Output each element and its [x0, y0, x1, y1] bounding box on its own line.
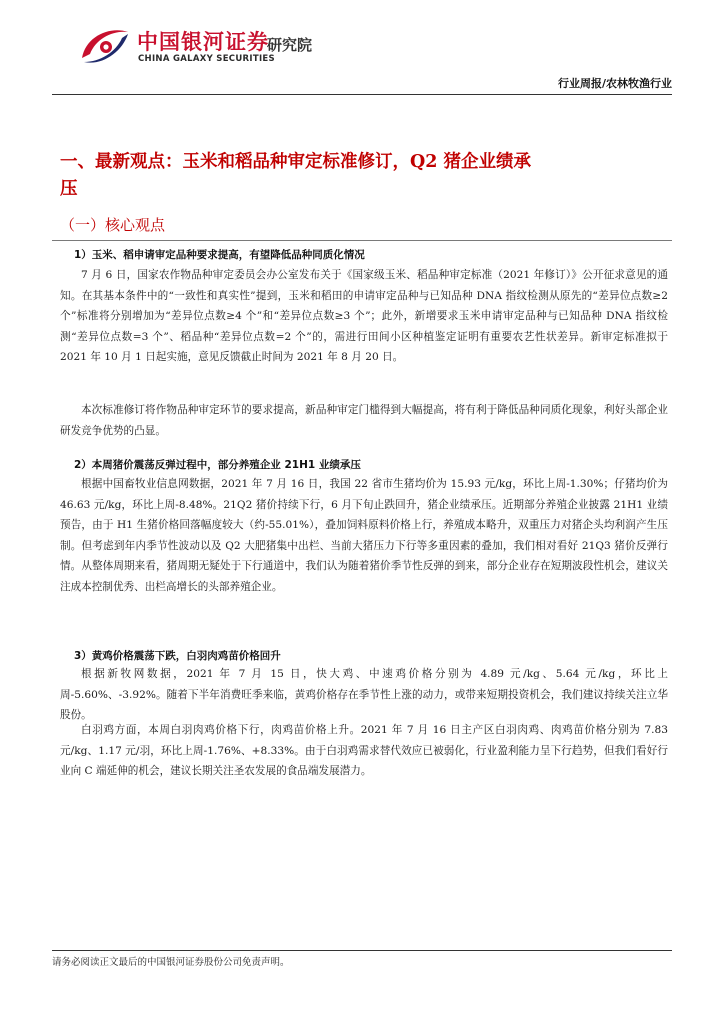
brand-name-cn: 中国银河证券 [137, 30, 269, 54]
body-paragraph: 根据中国畜牧业信息网数据，2021 年 7 月 16 日，我国 22 省市生猪均价为 15.93 元/kg，环比上周-1.30%；仔猪均价为 46.63 元/kg，环比上周-8.48%。21Q2 猪价持续下行，6 月下旬止跌回升，猪企业绩承压。近期部分养殖企业披露 21H1 业绩预告，由于 H1 生猪价格回落幅度较大（约-55.01%），叠加饲料原料价格上行，养殖成本略升，双重压力对猪企头均利润产生压制。但考虑到年内季节性波动以及 Q2 大肥猪集中出栏、当前大猪压力下行等多重因素的叠加，我们相对看好 21Q3 猪价反弹行情。从整体周期来看，猪周期无疑处于下行通道中，我们认为随着猪价季节性反弹的到来，部分企业存在短期波段性机会，建议关注成本控制优秀、出栏高增长的头部养殖企业。 [60, 478, 668, 593]
point-heading: 2）本周猪价震荡反弹过程中，部分养殖企业 21H1 业绩承压 [74, 459, 361, 471]
body-paragraph: 白羽鸡方面，本周白羽肉鸡价格下行，肉鸡苗价格上升。2021 年 7 月 16 日主产区白羽肉鸡、肉鸡苗价格分别为 7.83 元/kg、1.17 元/羽，环比上周-1.76%、+8.33%。由于白羽鸡需求替代效应已被弱化，行业盈利能力呈下行趋势，但我们看好行业向 C 端延伸的机会，建议长期关注圣农发展的食品端发展潜力。 [60, 724, 669, 777]
section-title: 一、最新观点：玉米和稻品种审定标准修订，Q2 猪企业绩承压 [60, 152, 532, 199]
subsection-divider [52, 240, 672, 241]
galaxy-logo-icon [76, 22, 134, 70]
header-divider [52, 94, 672, 95]
body-paragraph: 根据新牧网数据，2021 年 7 月 15 日，快大鸡、中速鸡价格分别为 4.89 元/kg、5.64 元/kg，环比上周-5.60%、-3.92%。随着下半年消费旺季来临，黄鸡价格存在季节性上涨的动力，或带来短期投资机会，我们建议持续关注立华股份。 [60, 668, 668, 721]
point-heading: 1）玉米、稻申请审定品种要求提高，有望降低品种同质化情况 [74, 249, 365, 261]
body-paragraph: 7 月 6 日，国家农作物品种审定委员会办公室发布关于《国家级玉米、稻品种审定标准（2021 年修订）》公开征求意见的通知。在其基本条件中的“一致性和真实性”提到，玉米和稻田的申请审定品种与已知品种 DNA 指纹检测从原先的“差异位点数≥2 个”标准将分别增加为“差异位点数≥4 个”和“差异位点数≥3 个”；此外，新增要求玉米申请审定品种与已知品种 DNA 指纹检测“差异位点数=3 个”、稻品种“差异位点数=2 个”的，需进行田间小区种植鉴定证明有重要农艺性状差异。新审定标准拟于 2021 年 10 月 1 日起实施，意见反馈截止时间为 2021 年 8 月 20 日。 [60, 269, 668, 363]
brand-name-en: CHINA GALAXY SECURITIES [138, 54, 275, 64]
footer-divider [52, 950, 672, 951]
body-paragraph: 本次标准修订将作物品种审定环节的要求提高，新品种审定门槛得到大幅提高，将有利于降低品种同质化现象，利好头部企业研发竞争优势的凸显。 [60, 404, 668, 437]
subsection-title: （一）核心观点 [60, 216, 166, 234]
point-heading: 3）黄鸡价格震荡下跌，白羽肉鸡苗价格回升 [74, 650, 281, 662]
brand-division: 研究院 [267, 36, 313, 54]
page-header [0, 0, 724, 100]
footer-disclaimer: 请务必阅读正文最后的中国银河证券股份公司免责声明。 [52, 957, 290, 968]
report-category: 行业周报/农林牧渔行业 [557, 77, 672, 90]
